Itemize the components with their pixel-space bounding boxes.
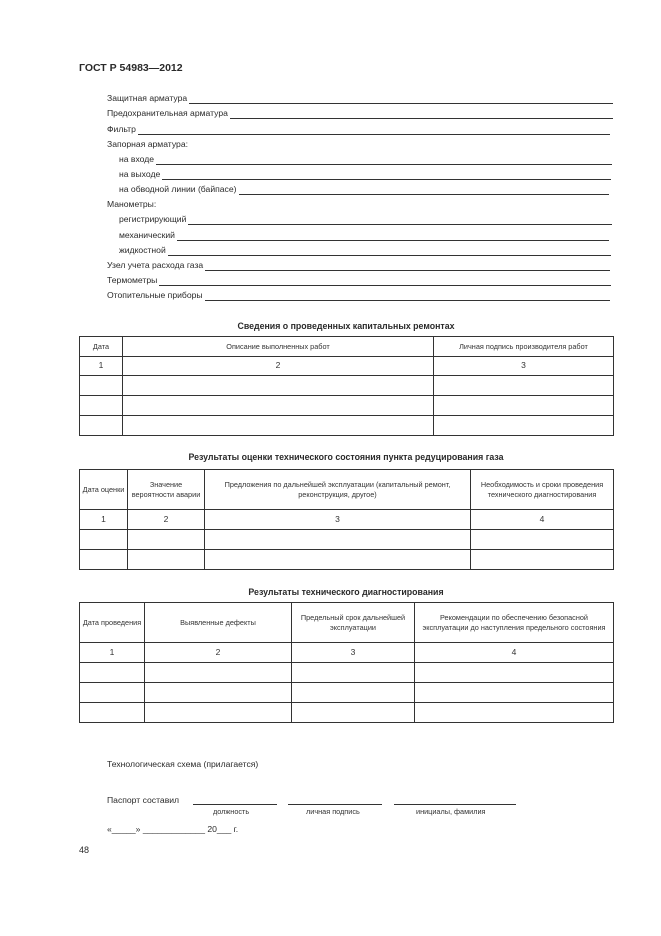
table-cell[interactable] [123, 396, 434, 416]
fill-line[interactable] [205, 261, 610, 271]
label-shutoff: Запорная арматура: [107, 139, 188, 149]
table-row [80, 530, 614, 550]
table-row [80, 703, 614, 723]
fill-line[interactable] [168, 246, 611, 256]
line-gauge-recording [119, 213, 612, 225]
line-gas-meter [107, 259, 610, 271]
table-cell[interactable] [415, 703, 614, 723]
table-row [80, 376, 614, 396]
table-cell[interactable] [415, 683, 614, 703]
repairs-table [79, 336, 614, 436]
label-gauge-liquid: жидкостной [119, 245, 166, 255]
label-gauges: Манометры: [107, 199, 157, 209]
line-gauge-liquid [119, 244, 611, 256]
table-header-row [80, 603, 614, 643]
table-row [80, 663, 614, 683]
table-cell[interactable] [471, 530, 614, 550]
table-cell[interactable] [128, 530, 205, 550]
position-field[interactable] [193, 804, 277, 805]
table-header-row [80, 470, 614, 510]
table-cell[interactable] [434, 396, 614, 416]
table-cell[interactable] [80, 703, 145, 723]
table-cell[interactable] [205, 530, 471, 550]
table-number-row [80, 643, 614, 663]
diagnostics-table [79, 602, 614, 723]
fill-line[interactable] [230, 109, 613, 119]
line-gauge-mechanical [119, 229, 609, 241]
assessment-table [79, 469, 614, 570]
name-field[interactable] [394, 804, 516, 805]
page-number: 48 [79, 845, 90, 855]
fill-line[interactable] [159, 276, 611, 286]
table-cell[interactable] [434, 376, 614, 396]
table-row [80, 683, 614, 703]
col-header-defects: Выявленные дефекты [145, 603, 292, 643]
table-cell[interactable] [80, 530, 128, 550]
table-number-row [80, 357, 614, 376]
table-cell[interactable] [145, 683, 292, 703]
table-cell[interactable] [80, 550, 128, 570]
date-line: «_____» _____________ 20___ г. [107, 824, 239, 834]
label-shutoff-inlet: на входе [119, 154, 155, 164]
col-number: 3 [434, 357, 614, 376]
fill-line[interactable] [239, 185, 610, 195]
col-number: 1 [80, 510, 128, 530]
table-header-row [80, 337, 614, 357]
col-header-limit-term: Предельный срок дальнейшей эксплуатации [292, 603, 415, 643]
label-protective: Защитная арматура [107, 93, 188, 103]
line-filter [107, 123, 610, 135]
fill-line[interactable] [138, 125, 610, 135]
fill-line[interactable] [189, 94, 613, 104]
col-header-recommendations: Рекомендации по обеспечению безопасной эксплуатации до наступления предельного состояния [415, 603, 614, 643]
repairs-title: Сведения о проведенных капитальных ремонтах [237, 321, 455, 331]
table-row [80, 396, 614, 416]
label-heaters: Отопительные приборы [107, 290, 203, 300]
col-number: 4 [415, 643, 614, 663]
line-gauges [107, 198, 407, 210]
label-gauge-mechanical: механический [119, 230, 175, 240]
col-number: 3 [292, 643, 415, 663]
fill-line[interactable] [156, 155, 612, 165]
table-cell[interactable] [434, 416, 614, 436]
table-cell[interactable] [80, 396, 123, 416]
fill-line[interactable] [205, 291, 610, 301]
line-shutoff-inlet [119, 153, 612, 165]
label-shutoff-bypass: на обводной линии (байпасе) [119, 184, 237, 194]
table-cell[interactable] [145, 703, 292, 723]
col-header-assessment-date: Дата оценки [80, 470, 128, 510]
fill-line[interactable] [162, 170, 611, 180]
table-cell[interactable] [292, 683, 415, 703]
col-header-diag-date: Дата проведения [80, 603, 145, 643]
col-header-probability: Значение вероятности аварии [128, 470, 205, 510]
table-cell[interactable] [292, 703, 415, 723]
position-caption: должность [213, 807, 250, 816]
table-cell[interactable] [80, 416, 123, 436]
col-number: 4 [471, 510, 614, 530]
line-heaters [107, 289, 610, 301]
compiled-label: Паспорт составил [107, 795, 180, 805]
col-number: 2 [123, 357, 434, 376]
table-cell[interactable] [205, 550, 471, 570]
label-thermometers: Термометры [107, 275, 158, 285]
line-shutoff-outlet [119, 168, 611, 180]
col-number: 2 [128, 510, 205, 530]
col-header-date: Дата [80, 337, 123, 357]
col-number: 3 [205, 510, 471, 530]
label-shutoff-outlet: на выходе [119, 169, 161, 179]
document-header: ГОСТ Р 54983—2012 [79, 62, 183, 74]
table-row [80, 550, 614, 570]
table-row [80, 416, 614, 436]
col-header-description: Описание выполненных работ [123, 337, 434, 357]
col-number: 1 [80, 357, 123, 376]
col-number: 1 [80, 643, 145, 663]
table-cell[interactable] [80, 376, 123, 396]
label-gas-meter: Узел учета расхода газа [107, 260, 204, 270]
line-shutoff-bypass [119, 183, 609, 195]
line-safety [107, 107, 613, 119]
label-filter: Фильтр [107, 124, 136, 134]
diagnostics-title: Результаты технического диагностирования [248, 587, 444, 597]
fill-line[interactable] [188, 215, 612, 225]
table-number-row [80, 510, 614, 530]
line-protective [107, 92, 613, 104]
table-cell[interactable] [123, 416, 434, 436]
label-safety: Предохранительная арматура [107, 108, 228, 118]
table-cell[interactable] [145, 663, 292, 683]
line-thermometers [107, 274, 611, 286]
label-gauge-recording: регистрирующий [119, 214, 187, 224]
col-header-signature: Личная подпись производителя работ [434, 337, 614, 357]
col-number: 2 [145, 643, 292, 663]
scheme-note: Технологическая схема (прилагается) [107, 759, 259, 769]
signature-field[interactable] [288, 804, 382, 805]
fill-line[interactable] [177, 231, 609, 241]
table-cell[interactable] [80, 683, 145, 703]
table-cell[interactable] [292, 663, 415, 683]
table-cell[interactable] [415, 663, 614, 683]
table-cell[interactable] [128, 550, 205, 570]
signature-caption: личная подпись [306, 807, 360, 816]
name-caption: инициалы, фамилия [416, 807, 486, 816]
col-header-diagnostics-need: Необходимость и сроки проведения технического диагностирования [471, 470, 614, 510]
table-cell[interactable] [123, 376, 434, 396]
table-cell[interactable] [80, 663, 145, 683]
assessment-title: Результаты оценки технического состояния пункта редуцирования газа [188, 452, 504, 462]
line-shutoff [107, 138, 407, 150]
col-header-proposals: Предложения по дальнейшей эксплуатации (капитальный ремонт, реконструкция, другое) [205, 470, 471, 510]
table-cell[interactable] [471, 550, 614, 570]
